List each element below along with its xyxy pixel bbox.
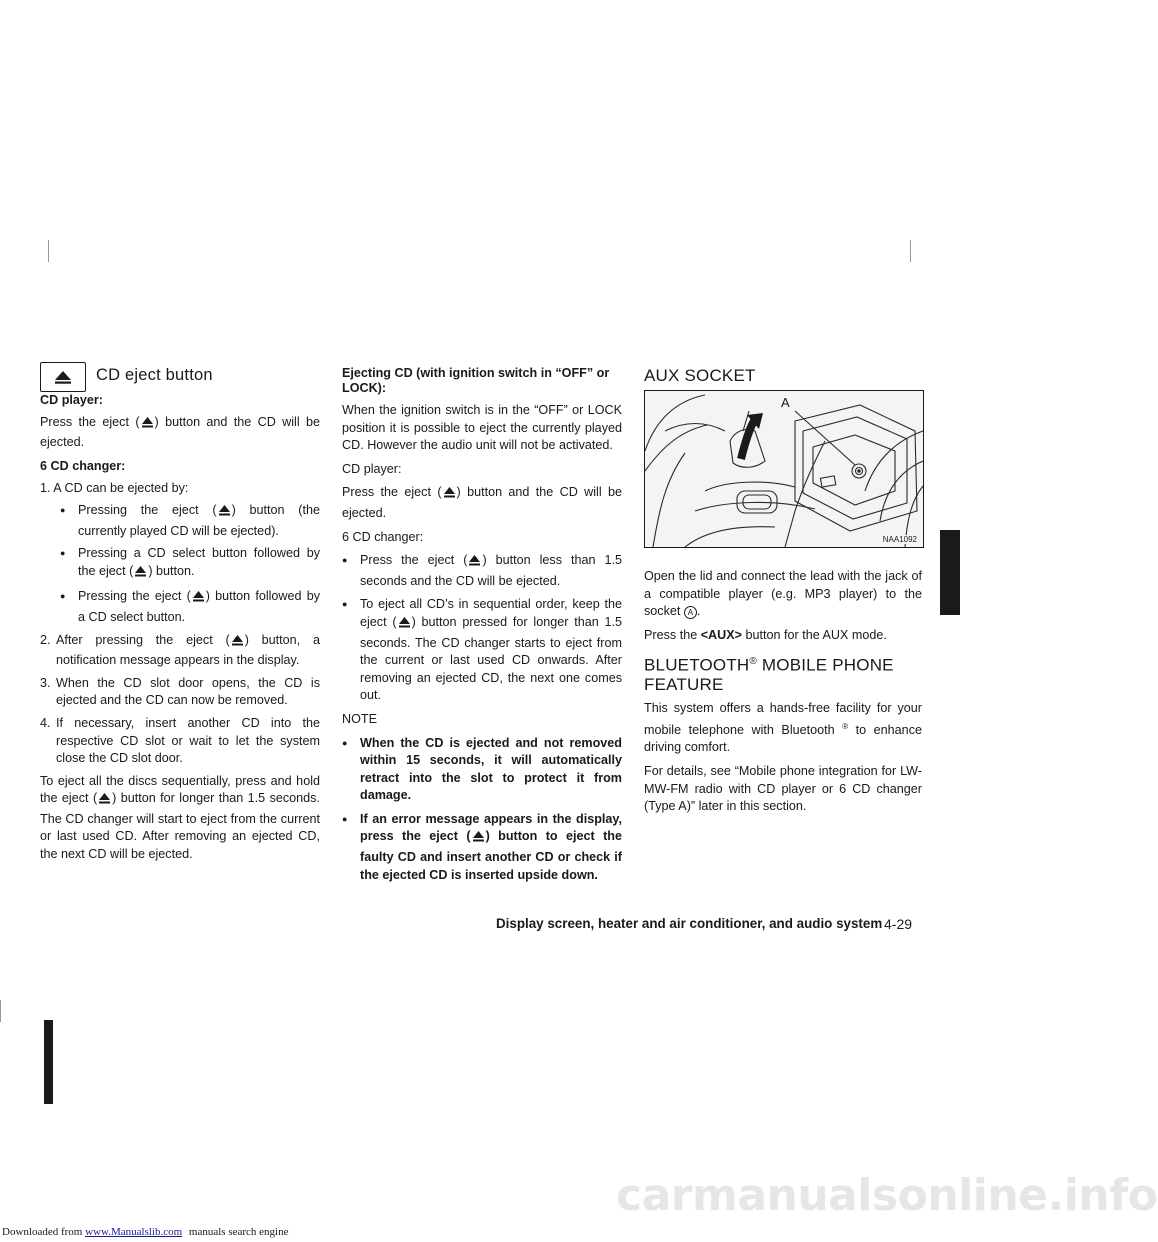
download-credit: Downloaded from www.Manualslib.com manuals search engine	[2, 1226, 289, 1238]
list-item: ● Pressing the eject ( ) button followed by a CD select button.	[60, 588, 320, 626]
eject-icon	[218, 504, 231, 523]
cd-player-label: CD player:	[40, 393, 103, 407]
aux-mode-text: Press the <AUX> button for the AUX mode.	[644, 627, 887, 642]
aux-socket-figure	[644, 390, 924, 548]
cd-player-text: Press the eject ( ) button and the CD will be ejected.	[40, 414, 320, 450]
eject-icon	[398, 616, 411, 635]
list-item-2: 2. After pressing the eject ( ) button, a notification message appears in the display.	[40, 632, 320, 668]
changer-label-2: 6 CD changer:	[342, 529, 424, 544]
crop-mark	[48, 240, 49, 262]
list-item-3: 3. When the CD slot door opens, the CD is ejected and the CD can now be removed.	[40, 675, 320, 708]
eject-icon	[98, 792, 111, 811]
column-2	[342, 366, 622, 884]
eject-icon	[192, 590, 205, 609]
list-item: ● Pressing a CD select button followed by the eject ( ) button.	[60, 545, 320, 583]
watermark: carmanualsonline.info	[616, 1170, 1158, 1221]
footer-section: Display screen, heater and air conditioner, and audio system	[496, 916, 883, 931]
eject-icon	[468, 554, 481, 573]
crop-mark	[0, 1000, 1, 1022]
figure-callout-a: A	[781, 395, 790, 410]
eject-icon	[134, 565, 147, 584]
eject-icon	[141, 416, 154, 435]
list-item: ● Press the eject ( ) button less than 1.5 seconds and the CD will be ejected.	[342, 552, 622, 590]
ignition-intro: When the ignition switch is in the “OFF” or LOCK position it is possible to eject the currently played CD. However the audio unit will not be activated.	[342, 403, 622, 453]
aux-text: Open the lid and connect the lead with the jack of a compatible player (e.g. MP3 player) to the socket A .	[644, 569, 922, 619]
bluetooth-details: For details, see “Mobile phone integration for LW-MW-FM radio with CD player or 6 CD changer (Type A)” later in this section.	[644, 764, 922, 814]
bluetooth-text: This system offers a hands-free facility for your mobile telephone with Bluetooth ® to enhance driving comfort.	[644, 701, 922, 755]
note-label: NOTE	[342, 711, 377, 726]
note-item: ● If an error message appears in the display, press the eject ( ) button to eject the faulty CD and insert another CD or check if the ejected CD is inserted upside down.	[342, 811, 622, 884]
eject-icon	[443, 486, 456, 505]
list-item: ● Pressing the eject ( ) button (the currently played CD will be ejected).	[60, 502, 320, 540]
list-item-1: 1. A CD can be ejected by:	[40, 481, 189, 496]
callout-a-circle: A	[684, 606, 697, 619]
aux-socket-heading: AUX SOCKET	[644, 366, 756, 385]
note-item: ● When the CD is ejected and not removed within 15 seconds, it will automatically retract into the slot to protect it from damage.	[342, 735, 622, 805]
bluetooth-heading: BLUETOOTH® MOBILE PHONE FEATURE	[644, 656, 894, 695]
aux-button-label: <AUX>	[700, 627, 743, 642]
console-illustration	[645, 391, 923, 547]
list-item-4: 4. If necessary, insert another CD into the respective CD slot or wait to let the system close the CD slot door.	[40, 715, 320, 766]
list-item: ● To eject all CD’s in sequential order, keep the eject ( ) button pressed for longer than 1.5 seconds. The CD changer starts to eject from the current or last used CD onwards. After removing an ejected CD, the next one comes out.	[342, 596, 622, 705]
page-number: 4-29	[884, 916, 913, 932]
cd-player-text-2: Press the eject ( ) button and the CD will be ejected.	[342, 485, 622, 520]
margin-bar	[44, 1020, 53, 1104]
figure-code: NAA1092	[882, 535, 917, 544]
column-3	[644, 568, 922, 816]
thumb-tab	[940, 530, 960, 615]
eject-icon	[472, 830, 485, 849]
manualslib-link[interactable]: www.Manualslib.com	[85, 1226, 183, 1238]
column-1	[40, 392, 320, 864]
eject-all-paragraph: To eject all the discs sequentially, press and hold the eject ( ) button for longer than 1.5 seconds. The CD changer will start to eject from the current or last used CD. After removing an ejected CD, the next CD will be ejected.	[40, 773, 320, 862]
eject-icon	[231, 634, 244, 653]
changer-label: 6 CD changer:	[40, 458, 126, 473]
ejecting-cd-heading: Ejecting CD (with ignition switch in “OFF” or LOCK):	[342, 366, 610, 395]
cd-player-label-2: CD player:	[342, 461, 402, 476]
cd-eject-heading: CD eject button	[96, 366, 213, 384]
eject-key-icon	[40, 362, 86, 392]
crop-mark	[910, 240, 911, 262]
